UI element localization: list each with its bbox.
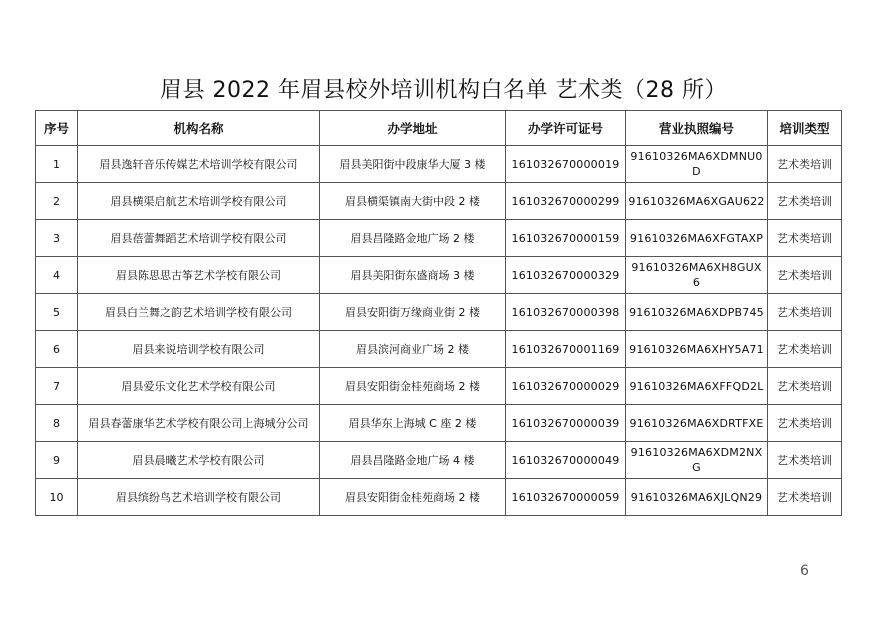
cell-institution-name: 眉县陈思思古筝艺术学校有限公司 (78, 257, 320, 294)
cell-institution-name: 眉县蓓蕾舞蹈艺术培训学校有限公司 (78, 220, 320, 257)
cell-training-type: 艺术类培训 (768, 442, 842, 479)
cell-training-type: 艺术类培训 (768, 368, 842, 405)
cell-license-number: 91610326MA6XH8GUX6 (626, 257, 768, 294)
cell-serial-number: 8 (36, 405, 78, 442)
cell-permit-number: 161032670000049 (506, 442, 626, 479)
cell-permit-number: 161032670000159 (506, 220, 626, 257)
cell-license-number: 91610326MA6XDRTFXE (626, 405, 768, 442)
cell-address: 眉县滨河商业广场 2 楼 (320, 331, 506, 368)
cell-address: 眉县横渠镇南大街中段 2 楼 (320, 183, 506, 220)
cell-address: 眉县安阳街金桂苑商场 2 楼 (320, 479, 506, 516)
table-row (36, 368, 842, 405)
cell-institution-name: 眉县白兰舞之韵艺术培训学校有限公司 (78, 294, 320, 331)
cell-license-number: 91610326MA6XDPB745 (626, 294, 768, 331)
cell-permit-number: 161032670000059 (506, 479, 626, 516)
table-header-row (36, 111, 842, 146)
cell-institution-name: 眉县横渠启航艺术培训学校有限公司 (78, 183, 320, 220)
cell-training-type: 艺术类培训 (768, 479, 842, 516)
cell-license-number: 91610326MA6XDM2NXG (626, 442, 768, 479)
cell-permit-number: 161032670000299 (506, 183, 626, 220)
cell-institution-name: 眉县逸轩音乐传媒艺术培训学校有限公司 (78, 146, 320, 183)
cell-permit-number: 161032670000019 (506, 146, 626, 183)
cell-serial-number: 6 (36, 331, 78, 368)
cell-institution-name: 眉县春蕾康华艺术学校有限公司上海城分公司 (78, 405, 320, 442)
document-title: 眉县 2022 年眉县校外培训机构白名单 艺术类（28 所） (160, 78, 727, 103)
cell-permit-number: 161032670000398 (506, 294, 626, 331)
table-body (36, 146, 842, 516)
cell-serial-number: 3 (36, 220, 78, 257)
cell-training-type: 艺术类培训 (768, 183, 842, 220)
cell-serial-number: 1 (36, 146, 78, 183)
table-row (36, 257, 842, 294)
cell-serial-number: 7 (36, 368, 78, 405)
cell-serial-number: 2 (36, 183, 78, 220)
cell-institution-name: 眉县晨曦艺术学校有限公司 (78, 442, 320, 479)
cell-license-number: 91610326MA6XFGTAXP (626, 220, 768, 257)
cell-serial-number: 4 (36, 257, 78, 294)
cell-address: 眉县昌隆路金地广场 2 楼 (320, 220, 506, 257)
cell-training-type: 艺术类培训 (768, 405, 842, 442)
table-row (36, 442, 842, 479)
cell-permit-number: 161032670000039 (506, 405, 626, 442)
table-row (36, 220, 842, 257)
header-license-number: 营业执照编号 (626, 111, 768, 146)
table-row (36, 331, 842, 368)
cell-training-type: 艺术类培训 (768, 294, 842, 331)
cell-license-number: 91610326MA6XHY5A71 (626, 331, 768, 368)
table-row (36, 294, 842, 331)
cell-license-number: 91610326MA6XJLQN29 (626, 479, 768, 516)
cell-address: 眉县安阳街万缘商业街 2 楼 (320, 294, 506, 331)
cell-license-number: 91610326MA6XDMNU0D (626, 146, 768, 183)
whitelist-table (35, 110, 842, 516)
table-row (36, 183, 842, 220)
table-row (36, 479, 842, 516)
table-row (36, 405, 842, 442)
cell-license-number: 91610326MA6XGAU622 (626, 183, 768, 220)
cell-address: 眉县美阳街中段康华大厦 3 楼 (320, 146, 506, 183)
cell-institution-name: 眉县来说培训学校有限公司 (78, 331, 320, 368)
cell-serial-number: 10 (36, 479, 78, 516)
cell-license-number: 91610326MA6XFFQD2L (626, 368, 768, 405)
cell-training-type: 艺术类培训 (768, 331, 842, 368)
header-permit-number: 办学许可证号 (506, 111, 626, 146)
header-serial-number: 序号 (36, 111, 78, 146)
cell-permit-number: 161032670000329 (506, 257, 626, 294)
table-row (36, 146, 842, 183)
cell-address: 眉县美阳街东盛商场 3 楼 (320, 257, 506, 294)
cell-address: 眉县昌隆路金地广场 4 楼 (320, 442, 506, 479)
header-address: 办学地址 (320, 111, 506, 146)
cell-training-type: 艺术类培训 (768, 220, 842, 257)
page-number: 6 (800, 563, 809, 579)
cell-training-type: 艺术类培训 (768, 257, 842, 294)
cell-address: 眉县华东上海城 C 座 2 楼 (320, 405, 506, 442)
cell-institution-name: 眉县爱乐文化艺术学校有限公司 (78, 368, 320, 405)
cell-training-type: 艺术类培训 (768, 146, 842, 183)
cell-permit-number: 161032670000029 (506, 368, 626, 405)
cell-address: 眉县安阳街金桂苑商场 2 楼 (320, 368, 506, 405)
cell-institution-name: 眉县缤纷鸟艺术培训学校有限公司 (78, 479, 320, 516)
header-institution-name: 机构名称 (78, 111, 320, 146)
header-training-type: 培训类型 (768, 111, 842, 146)
cell-serial-number: 9 (36, 442, 78, 479)
cell-permit-number: 161032670001169 (506, 331, 626, 368)
cell-serial-number: 5 (36, 294, 78, 331)
